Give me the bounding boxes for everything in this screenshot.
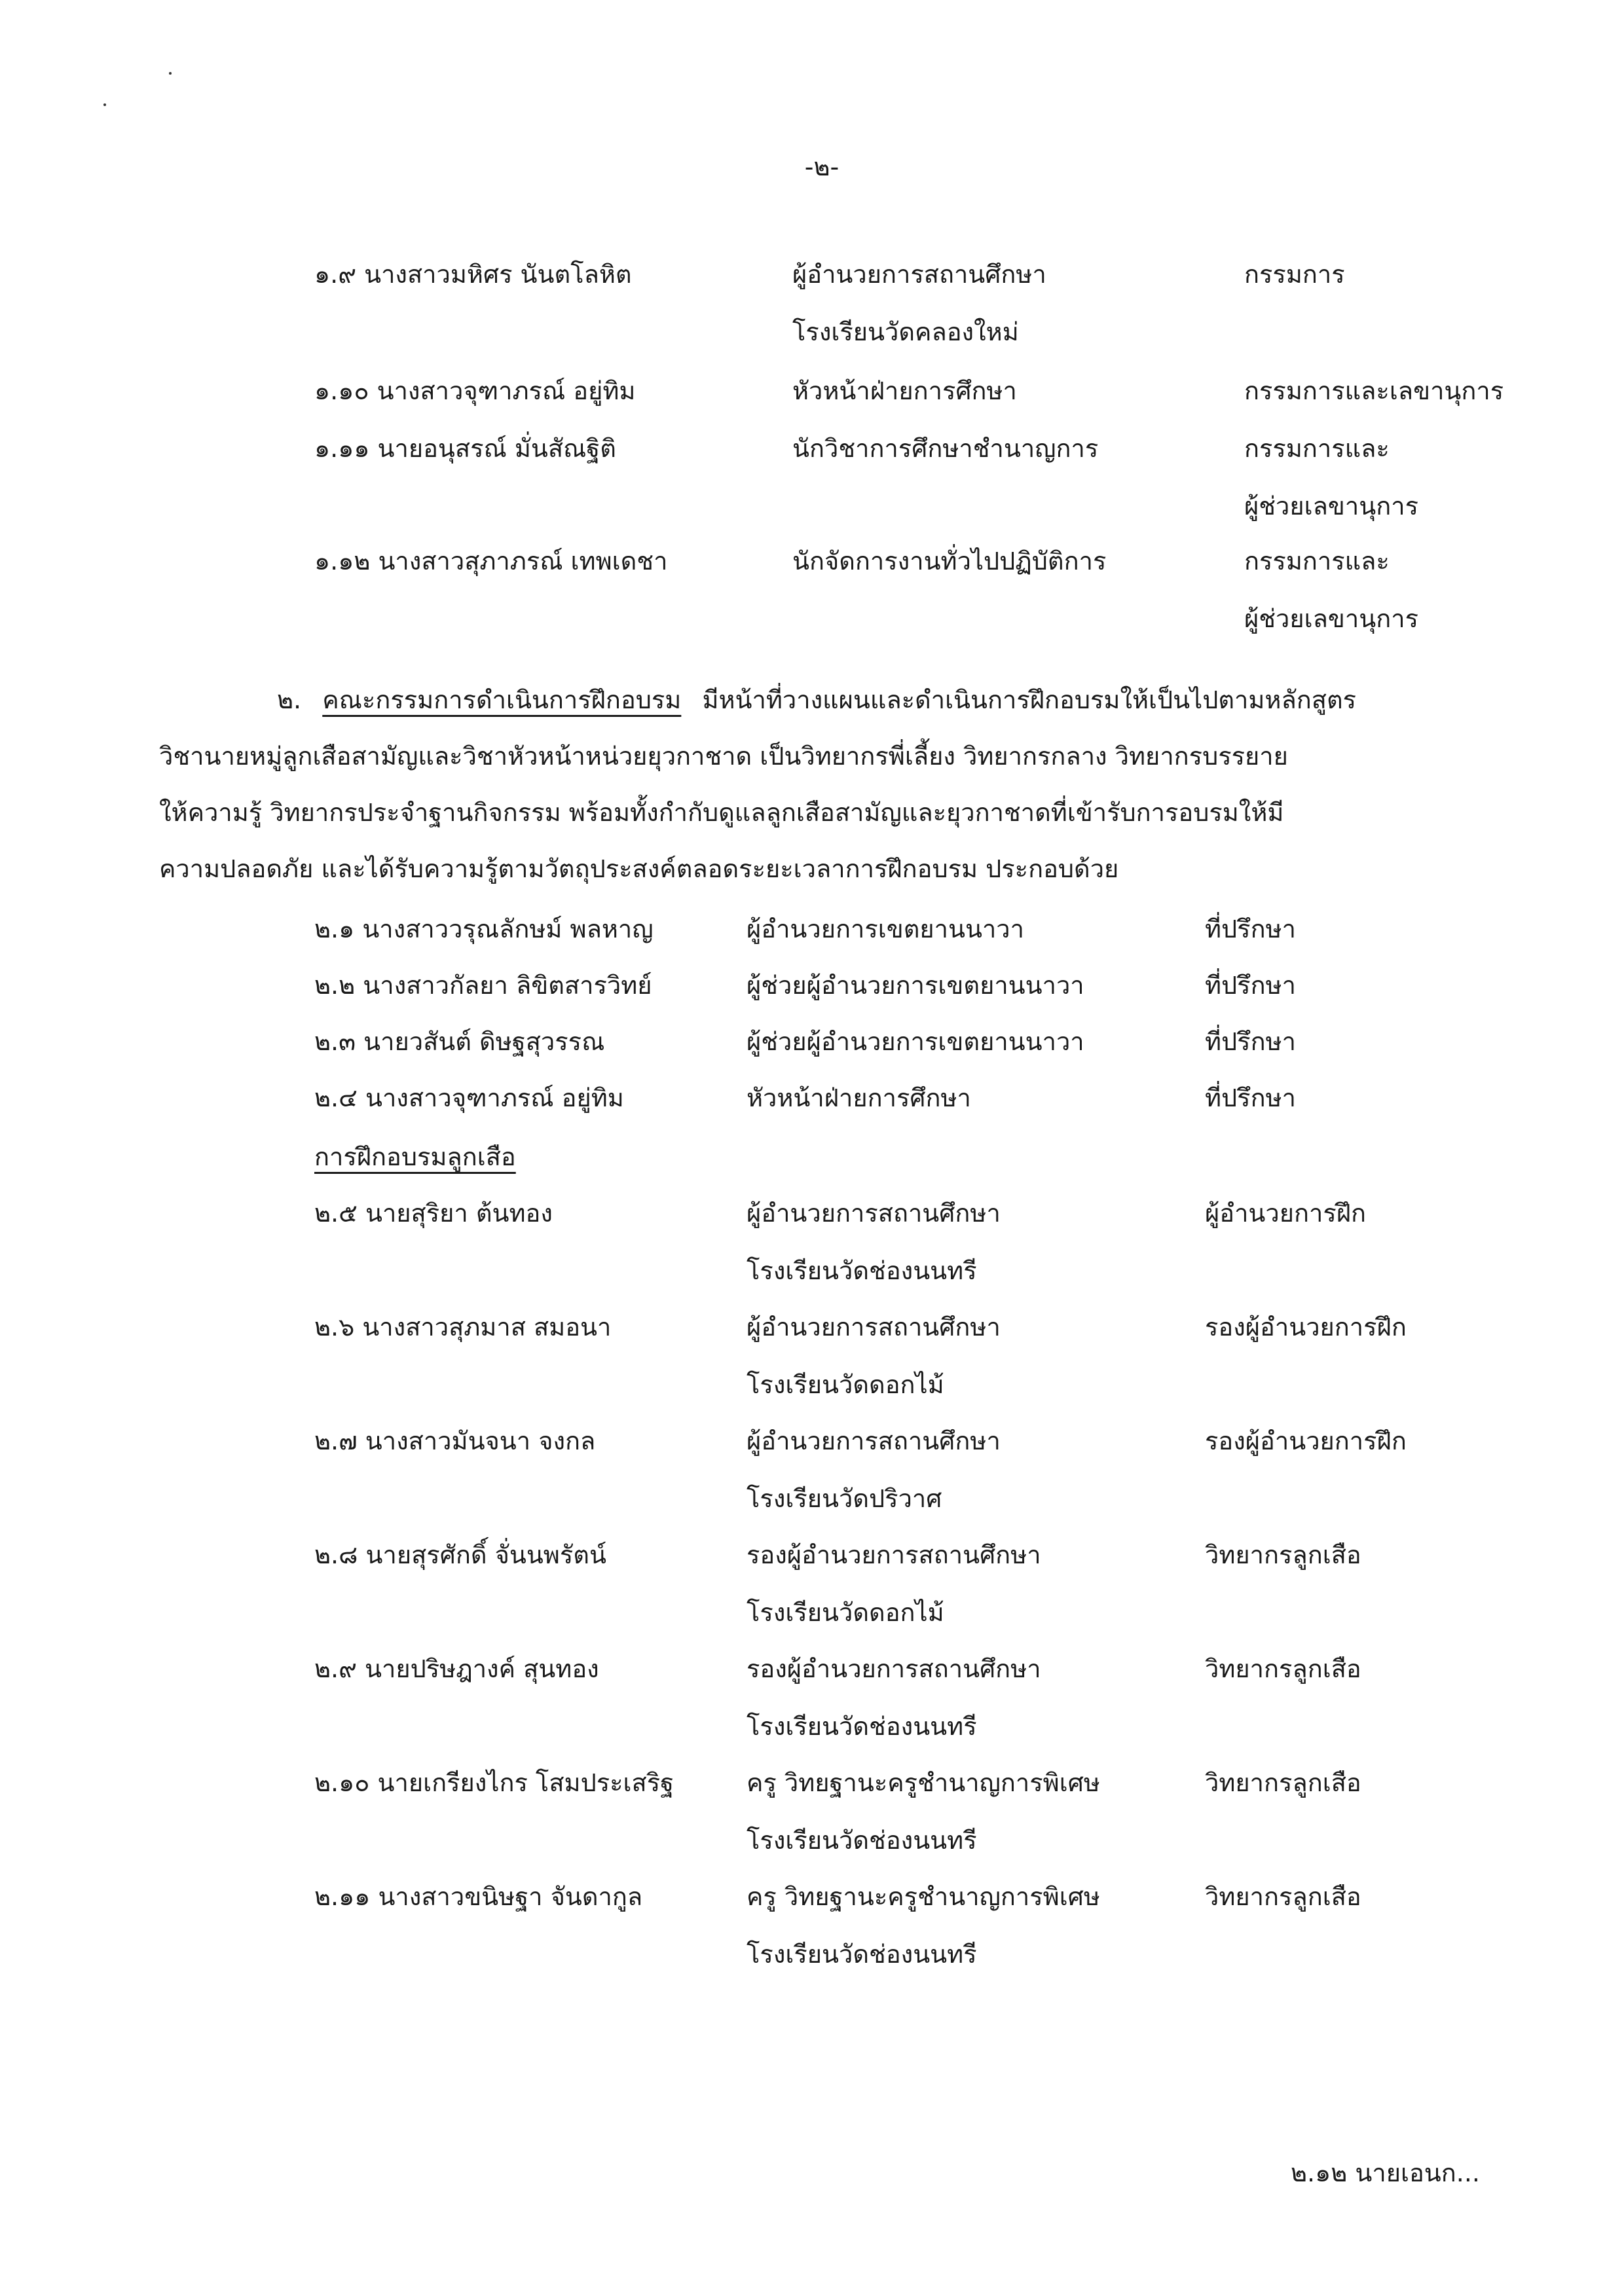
scout-member-school: โรงเรียนวัดดอกไม้ (747, 1370, 944, 1399)
member-name: ๑.๑๐ นางสาวจุฑาภรณ์ อยู่ทิม (314, 376, 636, 405)
member-position: หัวหน้าฝ่ายการศึกษา (792, 376, 1017, 405)
member-role: กรรมการและ (1244, 547, 1390, 575)
member-name: ๑.๙ นางสาวมหิศร นันตโลหิต (314, 260, 632, 289)
member-position: นักวิชาการศึกษาชำนาญการ (792, 434, 1099, 463)
advisor-name: ๒.๒ นางสาวกัลยา ลิขิตสารวิทย์ (314, 971, 652, 1000)
scout-member-name: ๒.๕ นายสุริยา ต้นทอง (314, 1199, 553, 1228)
advisor-role: ที่ปรึกษา (1205, 915, 1296, 943)
scout-member-school: โรงเรียนวัดช่องนนทรี (747, 1256, 977, 1285)
member-role: กรรมการและ (1244, 434, 1390, 463)
advisor-row (0, 1085, 1624, 1143)
advisor-row (0, 1029, 1624, 1087)
member-name: ๑.๑๑ นายอนุสรณ์ มั่นสัณฐิติ (314, 434, 616, 463)
scout-member-name: ๒.๗ นางสาวมันจนา จงกล (314, 1427, 596, 1455)
advisor-name: ๒.๓ นายวสันต์ ดิษฐสุวรรณ (314, 1027, 605, 1056)
member-role: กรรมการและเลขานุการ (1244, 376, 1504, 405)
scout-member-name: ๒.๑๑ นางสาวขนิษฐา จันดากูล (314, 1882, 643, 1911)
member-position: นักจัดการงานทั่วไปปฏิบัติการ (792, 547, 1107, 575)
scout-member-position: ครู วิทยฐานะครูชำนาญการพิเศษ (747, 1768, 1100, 1797)
member-name: ๑.๑๒ นางสาวสุภาภรณ์ เทพเดชา (314, 547, 668, 575)
committee-row (0, 378, 1624, 436)
scan-speck (103, 103, 106, 106)
advisor-position: หัวหน้าฝ่ายการศึกษา (747, 1084, 971, 1112)
section2-line1 (277, 687, 1356, 712)
member-position: ผู้อำนวยการสถานศึกษา (792, 260, 1046, 289)
scout-member-school: โรงเรียนวัดช่องนนทรี (747, 1826, 977, 1855)
scout-member-role: วิทยากรลูกเสือ (1205, 1768, 1361, 1797)
advisor-role: ที่ปรึกษา (1205, 971, 1296, 1000)
advisor-role: ที่ปรึกษา (1205, 1084, 1296, 1112)
scout-member-school: โรงเรียนวัดดอกไม้ (747, 1598, 944, 1627)
scout-member-name: ๒.๙ นายปริษฎางค์ สุนทอง (314, 1654, 599, 1683)
scout-section-heading: การฝึกอบรมลูกเสือ (314, 1142, 516, 1171)
advisor-position: ผู้ช่วยผู้อำนวยการเขตยานนาวา (747, 1027, 1084, 1056)
scout-member-position: ผู้อำนวยการสถานศึกษา (747, 1199, 1001, 1228)
scout-member-position: ผู้อำนวยการสถานศึกษา (747, 1427, 1001, 1455)
scout-member-position: ผู้อำนวยการสถานศึกษา (747, 1313, 1001, 1341)
scout-row (0, 1540, 1624, 1627)
committee-row (0, 547, 1624, 633)
member-role-line2: ผู้ช่วยเลขานุการ (1244, 604, 1418, 633)
scout-row (0, 1654, 1624, 1741)
section2-line2: วิชานายหมู่ลูกเสือสามัญและวิชาหัวหน้าหน่วยยุวกาชาด เป็นวิทยากรพี่เลี้ยง วิทยากรกลาง วิทยากรบรรยาย (159, 742, 1288, 771)
page-continuation: ๒.๑๒ นายเอนก... (1291, 2159, 1480, 2187)
scout-member-name: ๒.๖ นางสาวสุภมาส สมอนา (314, 1313, 612, 1341)
advisor-name: ๒.๔ นางสาวจุฑาภรณ์ อยู่ทิม (314, 1084, 624, 1112)
member-role: กรรมการ (1244, 260, 1345, 289)
scout-row (0, 1882, 1624, 1969)
committee-row (0, 434, 1624, 520)
advisor-row (0, 973, 1624, 1030)
member-role-line2: ผู้ช่วยเลขานุการ (1244, 492, 1418, 520)
member-position-line2: โรงเรียนวัดคลองใหม่ (792, 318, 1019, 346)
scout-row (0, 1199, 1624, 1285)
scout-member-school: โรงเรียนวัดช่องนนทรี (747, 1940, 977, 1969)
scout-member-name: ๒.๘ นายสุรศักดิ์ จั่นนพรัตน์ (314, 1540, 606, 1569)
advisor-row (0, 917, 1624, 974)
scout-member-role: ผู้อำนวยการฝึก (1205, 1199, 1367, 1228)
advisor-role: ที่ปรึกษา (1205, 1027, 1296, 1056)
section2-line4: ความปลอดภัย และได้รับความรู้ตามวัตถุประสงค์ตลอดระยะเวลาการฝึกอบรม ประกอบด้วย (159, 854, 1119, 883)
advisor-position: ผู้ช่วยผู้อำนวยการเขตยานนาวา (747, 971, 1084, 1000)
scout-member-position: ครู วิทยฐานะครูชำนาญการพิเศษ (747, 1882, 1100, 1911)
scout-row (0, 1427, 1624, 1513)
scout-member-name: ๒.๑๐ นายเกรียงไกร โสมประเสริฐ (314, 1768, 674, 1797)
scout-member-role: รองผู้อำนวยการฝึก (1205, 1427, 1407, 1455)
scan-speck (169, 72, 172, 75)
scout-member-role: วิทยากรลูกเสือ (1205, 1654, 1361, 1683)
scout-member-role: วิทยากรลูกเสือ (1205, 1882, 1361, 1911)
scout-row (0, 1768, 1624, 1855)
scout-row (0, 1313, 1624, 1399)
scout-member-role: รองผู้อำนวยการฝึก (1205, 1313, 1407, 1341)
section2-number: ๒. (277, 685, 302, 714)
section2-line1-rest: มีหน้าที่วางแผนและดำเนินการฝึกอบรมให้เป็นไปตามหลักสูตร (702, 685, 1357, 714)
scout-member-position: รองผู้อำนวยการสถานศึกษา (747, 1654, 1041, 1683)
scout-member-school: โรงเรียนวัดช่องนนทรี (747, 1712, 977, 1741)
scout-member-role: วิทยากรลูกเสือ (1205, 1540, 1361, 1569)
section2-title: คณะกรรมการดำเนินการฝึกอบรม (322, 685, 682, 714)
section2-line3: ให้ความรู้ วิทยากรประจำฐานกิจกรรม พร้อมทั้งกำกับดูแลลูกเสือสามัญและยุวกาชาดที่เข้ารับการอบรมให้มี (159, 798, 1284, 827)
committee-row (0, 260, 1624, 346)
scout-member-school: โรงเรียนวัดปริวาศ (747, 1484, 942, 1513)
advisor-name: ๒.๑ นางสาววรุณลักษม์ พลหาญ (314, 915, 654, 943)
page-number: -๒- (804, 153, 840, 181)
advisor-position: ผู้อำนวยการเขตยานนาวา (747, 915, 1024, 943)
scout-member-position: รองผู้อำนวยการสถานศึกษา (747, 1540, 1041, 1569)
